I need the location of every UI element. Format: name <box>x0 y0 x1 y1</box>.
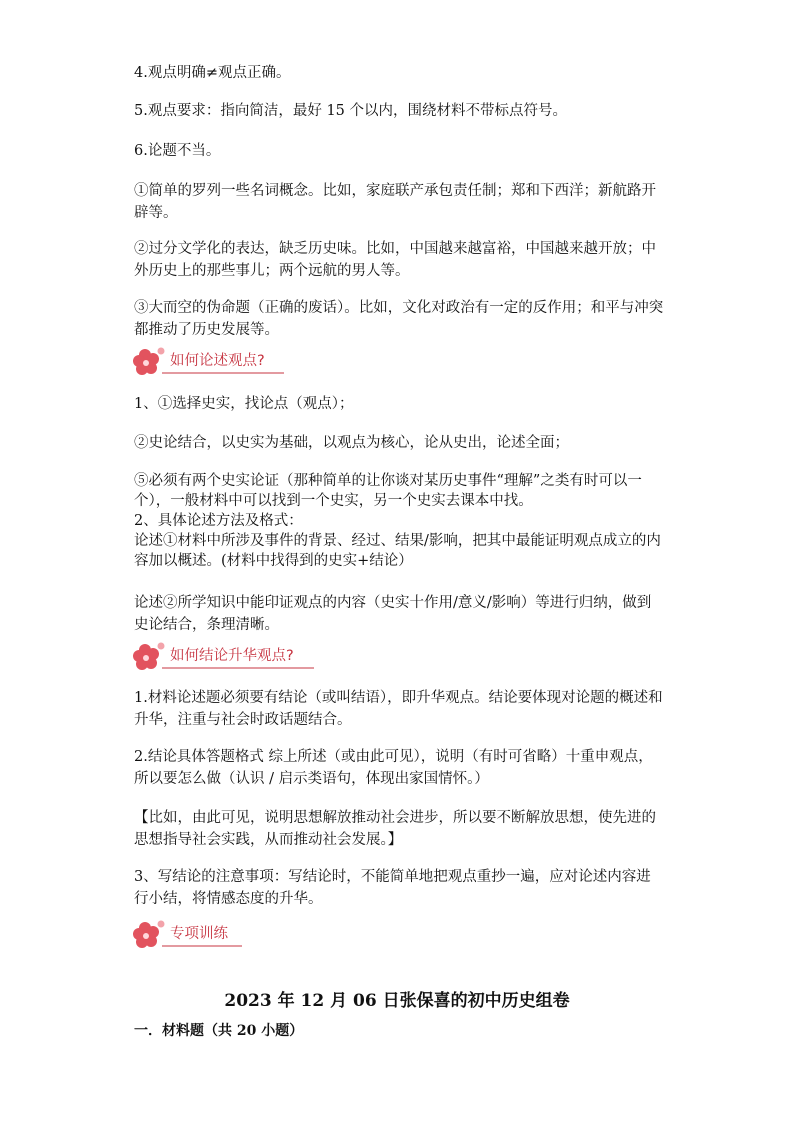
flower-icon <box>132 640 168 676</box>
paragraph-conclusion-3: 3、写结论的注意事项：写结论时，不能简单地把观点重抄一遍，应对论述内容进行小结，将情感态度的升华。 <box>134 869 651 907</box>
section-label: 如何论述观点? <box>170 353 265 369</box>
section-underline <box>162 945 242 947</box>
paragraph-argue-step-2: ②史论结合，以史实为基础，以观点为核心，论从史出，论述全面； <box>134 435 569 451</box>
flower-icon <box>132 918 168 954</box>
paragraph-method-heading: 2、具体论述方法及格式： <box>134 513 303 529</box>
paragraph-argue-step-3: ⑤必须有两个史实论证（那种简单的让你谈对某历史事件“理解”之类有时可以一个），一般材料中可以找到一个史实，另一个史实去课本中找。 <box>134 473 642 509</box>
paragraph-method-1: 论述①材料中所涉及事件的背景、经过、结果/影响，把其中最能证明观点成立的内容加以概述。(材料中找得到的史实+结论） <box>134 533 661 569</box>
paragraph-opinion-requirements: 5.观点要求：指向简洁，最好 15 个以内，围绕材料不带标点符号。 <box>134 103 568 119</box>
paragraph-improper-topic: 6.论题不当。 <box>134 143 221 159</box>
flower-icon <box>132 345 168 381</box>
paragraph-opinion-clear: 4.观点明确≠观点正确。 <box>134 65 291 81</box>
section-label: 专项训练 <box>170 926 228 942</box>
section-underline <box>162 372 284 374</box>
paragraph-method-2: 论述②所学知识中能印证观点的内容（史实十作用/意义/影响）等进行归纳，做到史论结合，条理清晰。 <box>134 595 652 633</box>
document-title: 2023 年 12 月 06 日张保喜的初中历史组卷 <box>224 991 570 1011</box>
paragraph-conclusion-example: 【比如，由此可见，说明思想解放推动社会进步，所以要不断解放思想，使先进的思想指导社会实践，从而推动社会发展。】 <box>134 810 656 848</box>
section-underline <box>162 667 314 669</box>
question-section-heading: 一．材料题（共 20 小题） <box>134 1023 304 1039</box>
paragraph-conclusion-2: 2.结论具体答题格式 综上所述（或由此可见），说明（有时可省略）十重申观点，所以要怎么做（认识 / 启示类语句，体现出家国情怀。） <box>134 749 653 787</box>
paragraph-topic-item-2: ②过分文学化的表达，缺乏历史味。比如，中国越来越富裕，中国越来越开放；中外历史上的那些事儿；两个远航的男人等。 <box>134 241 656 279</box>
paragraph-topic-item-3: ③大而空的伪命题（正确的废话）。比如，文化对政治有一定的反作用；和平与冲突都推动了历史发展等。 <box>134 300 664 338</box>
paragraph-argue-step-1: 1、①选择史实，找论点（观点）； <box>134 396 354 412</box>
paragraph-topic-item-1: ①简单的罗列一些名词概念。比如，家庭联产承包责任制；郑和下西洋；新航路开辟等。 <box>134 183 656 221</box>
paragraph-conclusion-1: 1.材料论述题必须要有结论（或叫结语），即升华观点。结论要体现对论题的概述和升华，注重与社会时政话题结合。 <box>134 690 663 728</box>
section-label: 如何结论升华观点? <box>170 648 294 664</box>
